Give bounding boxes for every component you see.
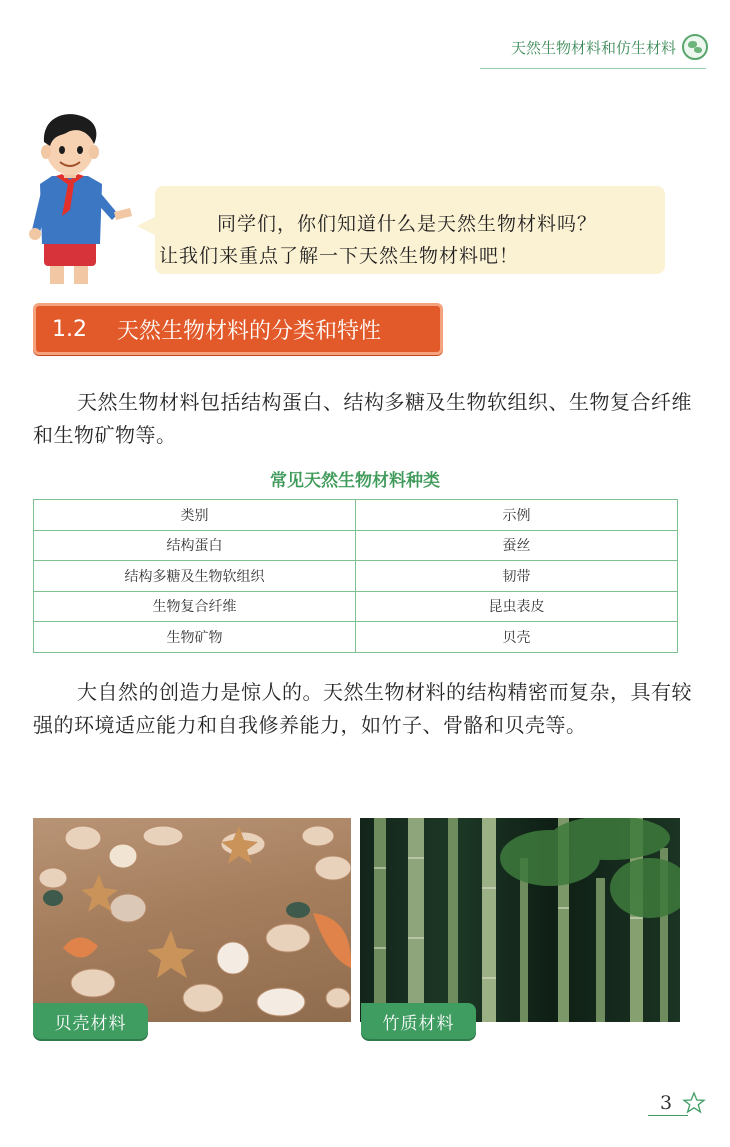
student-character-illustration: [22, 112, 142, 287]
running-header-title: 天然生物材料和仿生材料: [510, 38, 676, 57]
page-number-rule: [648, 1115, 688, 1116]
section-title: 天然生物材料的分类和特性: [117, 318, 382, 344]
table-cell-example: 昆虫表皮: [356, 591, 678, 622]
table-header-example: 示例: [356, 500, 678, 531]
section-heading: [33, 303, 443, 355]
running-header: [511, 34, 708, 60]
globe-icon: [682, 34, 708, 60]
table-cell-example: 贝壳: [356, 622, 678, 653]
page-number: 3: [660, 1092, 673, 1114]
header-divider: [480, 68, 706, 69]
table-cell-example: 韧带: [356, 561, 678, 592]
table-caption: 常见天然生物材料种类: [270, 471, 440, 491]
shells-photo: [33, 818, 351, 1022]
table-row: [34, 530, 678, 561]
table-row: [34, 622, 678, 653]
speech-line-1: 同学们，你们知道什么是天然生物材料吗？: [217, 213, 598, 235]
table-cell-category: 结构多糖及生物软组织: [34, 561, 356, 592]
biomaterial-types-table: [33, 499, 678, 653]
table-cell-category: 结构蛋白: [34, 530, 356, 561]
table-header-category: 类别: [34, 500, 356, 531]
table-row: [34, 561, 678, 592]
star-icon: [682, 1091, 706, 1115]
speech-bubble: [155, 186, 665, 274]
shells-photo-label: 贝壳材料: [33, 1003, 148, 1039]
nature-paragraph: 大自然的创造力是惊人的。天然生物材料的结构精密而复杂，具有较强的环境适应能力和自我修养能力，如竹子、骨骼和贝壳等。: [33, 680, 692, 737]
table-cell-category: 生物矿物: [34, 622, 356, 653]
speech-line-2: 让我们来重点了解一下天然生物材料吧！: [159, 245, 520, 267]
table-row: [34, 591, 678, 622]
bamboo-photo-label: 竹质材料: [361, 1003, 476, 1039]
table-cell-example: 蚕丝: [356, 530, 678, 561]
table-cell-category: 生物复合纤维: [34, 591, 356, 622]
bamboo-photo: [360, 818, 680, 1022]
table-header-row: [34, 500, 678, 531]
intro-paragraph: 天然生物材料包括结构蛋白、结构多糖及生物软组织、生物复合纤维和生物矿物等。: [33, 390, 692, 447]
section-number: 1.2: [52, 316, 87, 342]
